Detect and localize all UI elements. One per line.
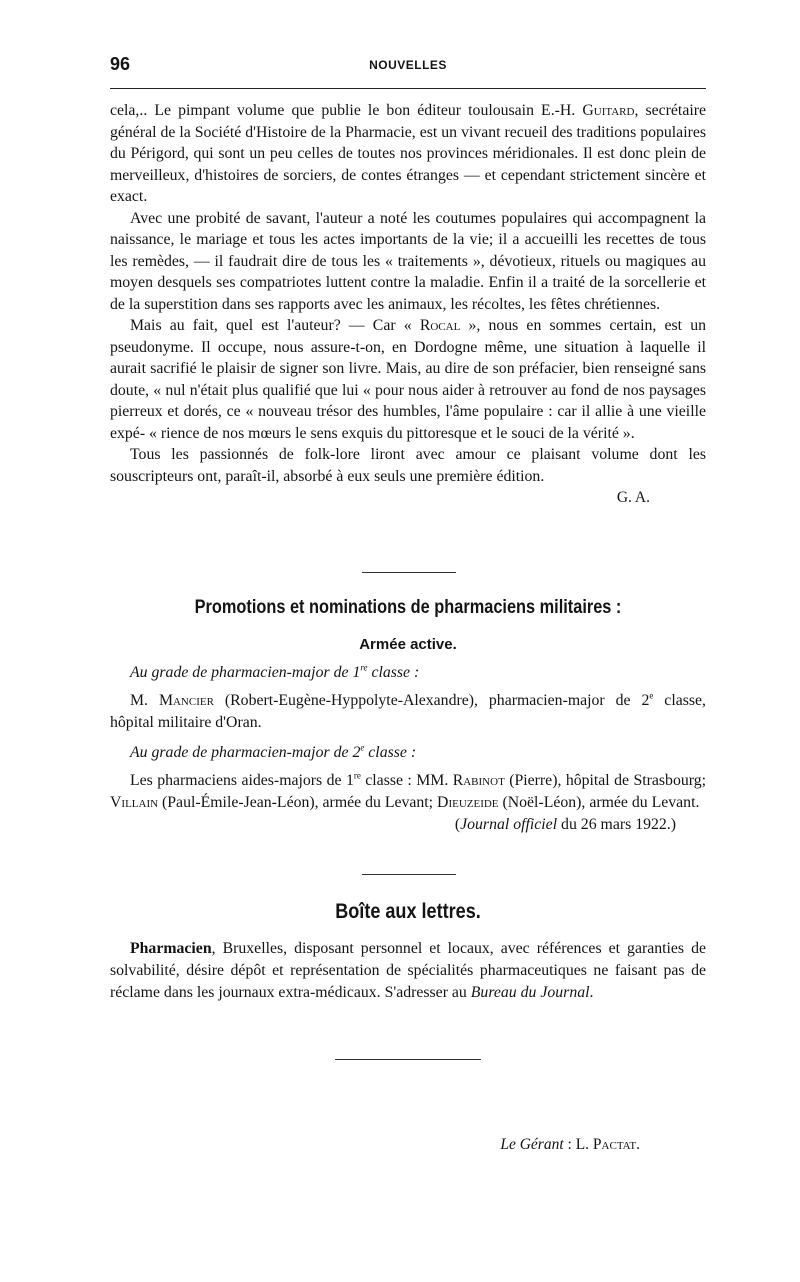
header-rule — [110, 88, 706, 89]
review-paragraph-4: Tous les passionnés de folk-lore liront avec amour ce plaisant volume dont les souscripteurs ont, paraît-il, absorbé à eux seuls une première édition. — [110, 446, 706, 485]
letters-title: Boîte aux lettres. — [335, 900, 481, 923]
promotions-title: Promotions et nominations de pharmaciens militaires : — [194, 597, 622, 618]
book-review — [110, 100, 706, 509]
gerant-label: Le Gérant — [500, 1136, 564, 1153]
review-paragraph-1: cela,.. Le pimpant volume que publie le bon éditeur toulousain E.-H. Guitard, secrétaire général de la Société d'Histoire de la Pharmacie, est un vivant recueil des traditions populaires du Périgord, qui sont un peu celles de toutes nos provinces méridionales. Il est donc plein de merveilleux, d'histoires de sorciers, de contes étranges — et cependant strictement sincère et exact. — [110, 102, 706, 205]
review-paragraph-2: Avec une probité de savant, l'auteur a noté les coutumes populaires qui accompagnent la naissance, le mariage et tous les actes importants de la vie; il a accueilli les recettes de tous les remèdes, — il faudrait dire de tous les « traitements », dévotieux, rituels ou magiques au moyen desquels ses compatriotes luttent contre la maladie. Enfin il a traité de la sorcellerie et de la superstition dans ses rapports avec les animaux, les récoltes, les fêtes chrétiennes. — [110, 209, 706, 313]
grade-heading-1: Au grade de pharmacien-major de 1re classe : — [130, 662, 420, 681]
gerant-name: L. Pactat. — [575, 1136, 640, 1153]
bureau-du-journal: Bureau du Journal — [470, 984, 590, 1001]
letters-ad: Pharmacien, Bruxelles, disposant personnel et locaux, avec références et garanties de solvabilité, désire dépôt et représentation de spécialités pharmaceutiques ne faisant pas de réclame dans les journaux extra-médicaux. S'adresser au Bureau du Journal. — [110, 940, 706, 1001]
end-divider — [335, 1059, 481, 1060]
page-number: 96 — [110, 54, 131, 74]
page-header — [110, 54, 706, 78]
running-title: NOUVELLES — [369, 58, 447, 72]
promotions-subtitle: Armée active. — [359, 636, 457, 653]
officer-name-dieuzeide: Dieuzeide — [437, 794, 499, 811]
letters-lead: Pharmacien — [130, 940, 212, 957]
officer-name-rabinot: Rabinot — [452, 772, 505, 789]
journal-officiel: Journal officiel — [460, 816, 558, 833]
section-divider-2 — [362, 874, 456, 875]
promotions-source: (Journal officiel du 26 mars 1922.) — [454, 816, 676, 833]
promotion-entry-1: M. Mancier (Robert-Eugène-Hyppolyte-Alexandre), pharmacien-major de 2e classe, hôpital militaire d'Oran. — [110, 690, 706, 731]
author-name-guitard: Guitard — [582, 102, 635, 119]
grade-heading-2: Au grade de pharmacien-major de 2e classe : — [130, 742, 417, 761]
letters-section — [110, 938, 706, 1004]
section-divider-1 — [362, 572, 456, 573]
promotion-entry-2: Les pharmaciens aides-majors de 1re classe : MM. Rabinot (Pierre), hôpital de Strasbourg; Villain (Paul-Émile-Jean-Léon), armée du Levant; Dieuzeide (Noël-Léon), armée du Levant. — [110, 770, 707, 811]
review-paragraph-3: Mais au fait, quel est l'auteur? — Car « Rocal », nous en sommes certain, est un pseudonyme. Il occupe, nous assure-t-on, en Dordogne même, une situation à laquelle il aurait sacrifié le plaisir de signer son livre. Mais, au dire de son préfacier, bien renseigné sans doute, « nul n'était plus qualifié que lui « pour nous aider à retrouver au fond de nos paysages pierreux et dorés, ce « nouveau trésor des humbles, l'âme populaire : car il allie à une vieille expé- « rience de nos mœurs le sens exquis du pittoresque et le souci de la vérité ». — [110, 317, 706, 442]
review-signature: G. A. — [616, 489, 650, 506]
promotions-list — [110, 662, 706, 836]
author-name-rocal: Rocal — [419, 317, 461, 334]
officer-name-mancier: Mancier — [158, 692, 214, 709]
gerant-line: Le Gérant : L. Pactat. — [500, 1136, 640, 1153]
officer-name-villain: Villain — [110, 794, 159, 811]
